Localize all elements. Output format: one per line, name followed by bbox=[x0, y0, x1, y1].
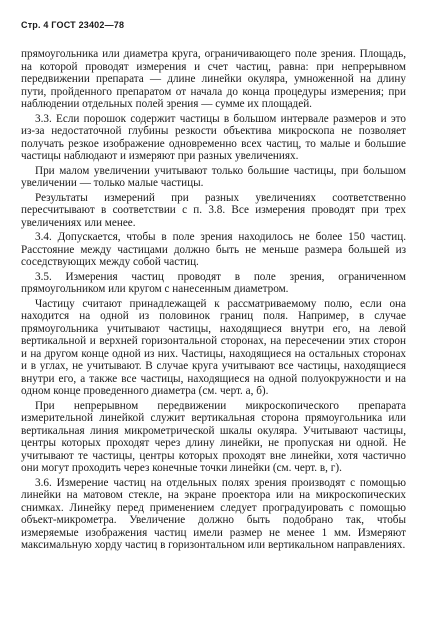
paragraph: Результаты измерений при разных увеличениях соответственно пересчитывают в соответствии с п. 3.8. Все измерения проводят при трех увеличениях или менее. bbox=[21, 191, 406, 229]
paragraph: 3.4. Допускается, чтобы в поле зрения находилось не более 150 частиц. Расстояние между частицами должно быть не меньше размера большей из соседствующих между собой частиц. bbox=[21, 231, 406, 268]
paragraph: 3.3. Если порошок содержит частицы в большом интервале размеров и это из-за недостаточной глубины резкости объектива микроскопа не позволяет получать резкое изображение одновременно всех частиц, то малые и большие частицы наблюдают и измеряют при разных увеличениях. bbox=[21, 112, 406, 162]
paragraph: При малом увеличении учитывают только большие частицы, при большом увеличении — только малые частицы. bbox=[21, 164, 406, 189]
document-body bbox=[21, 48, 406, 554]
page-header: Стр. 4 ГОСТ 23402—78 bbox=[21, 20, 125, 30]
paragraph: 3.6. Измерение частиц на отдельных полях зрения производят с помощью линейки на матовом стекле, на экране проектора или на микроскопических снимках. Линейку перед применением следует проградуировать с помощью объект-микрометра. Увеличение должно быть подобрано так, чтобы измеряемые изображения частиц имели размер не менее 1 мм. Измеряют максимальную хорду частиц в горизонтальном или вертикальном направлениях. bbox=[21, 476, 406, 551]
paragraph: 3.5. Измерения частиц проводят в поле зрения, ограниченном прямоугольником или кругом с нанесенным диаметром. bbox=[21, 270, 406, 295]
paragraph: Частицу считают принадлежащей к рассматриваемому полю, если она находится на одной из половинок границ поля. Например, в случае прямоугольника учитывают частицы, находящиеся внутри его, на левой вертикальной и верхней горизонтальной сторонах, на пересечении этих сторон и на другом конце одной из них. Частицы, находящиеся на остальных сторонах и в углах, не учитывают. В случае круга учитывают все частицы, находящиеся внутри его, а также все частицы, находящиеся на одной полуокружности и на одном конце проведенного диаметра (см. черт. а, б). bbox=[21, 297, 406, 397]
paragraph: При непрерывном передвижении микроскопического препарата измерительной линейкой служит вертикальная сторона прямоугольника или вертикальная линия микрометрической шкалы окуляра. Учитывают частицы, центры которых проходят через длину линейки, не пропуская ни одной. Не учитывают те частицы, центры которых проходят вне линейки, хотя частично они могут проходить через конечные точки линейки (см. черт. в, г). bbox=[21, 399, 406, 474]
paragraph: прямоугольника или диаметра круга, ограничивающего поле зрения. Площадь, на которой проводят измерения и счет частиц, равна: при непрерывном передвижении препарата — длине линейки окуляра, умноженной на длину пути, пройденного препаратом от начала до конца процедуры измерения; при наблюдении отдельных полей зрения — сумме их площадей. bbox=[21, 48, 406, 110]
